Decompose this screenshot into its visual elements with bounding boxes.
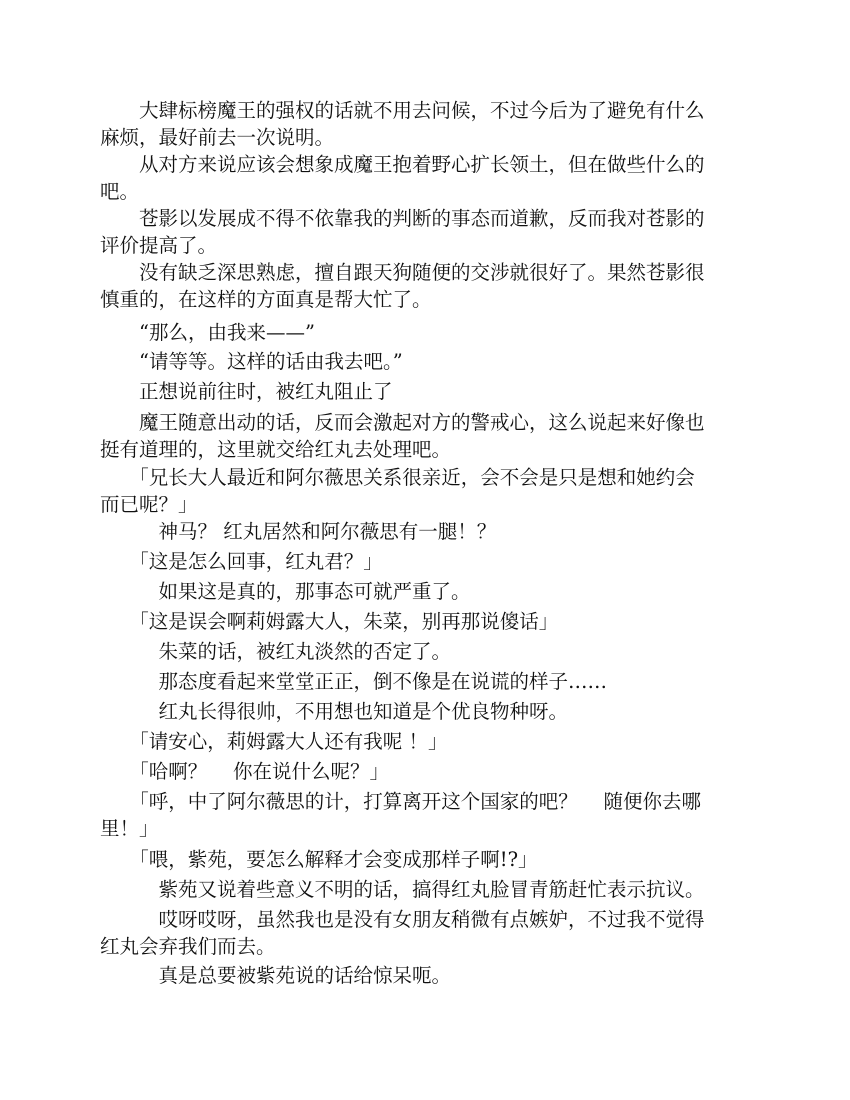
text-line: 没有缺乏深思熟虑，擅自跟天狗随便的交涉就很好了。果然苍影很 [100,261,705,284]
paragraph-18 [100,758,750,785]
text-line: 「哈啊？ 你在说什么呢？」 [100,760,389,783]
text-line: 正想说前往时，被红丸阻止了 [100,380,393,403]
text-line: 真是总要被紫苑说的话给惊呆呃。 [100,964,452,987]
text-line: 红丸会弃我们而去。 [100,935,276,958]
paragraph-21 [100,876,750,903]
text-line: 朱菜的话，被红丸淡然的否定了。 [100,640,452,663]
text-line: 大肆标榜魔王的强权的话就不用去问候，不过今后为了避免有什么 [100,99,705,122]
text-line: 「请安心，莉姆露大人还有我呢 ！」 [100,730,448,753]
text-line: 麻烦，最好前去一次说明。 [100,126,335,149]
text-line: 「呼，中了阿尔薇思的计，打算离开这个国家的吧？ 随便你去哪 [100,790,701,813]
text-line: 那态度看起来堂堂正正，倒不像是在说谎的样子…… [100,670,608,693]
text-line: “请等等。这样的话由我去吧。” [100,350,403,373]
text-line: 「这是误会啊莉姆露大人，朱菜，别再那说傻话」 [100,610,559,633]
paragraph-17 [100,728,750,755]
text-line: 而已呢？」 [100,493,198,516]
paragraph-3 [100,205,750,259]
text-line: 从对方来说应该会想象成魔王抱着野心扩长领土，但在做些什么的 [100,153,705,176]
paragraph-23 [100,962,750,989]
text-line: 评价提高了。 [100,234,218,257]
text-line: 神马？ 红丸居然和阿尔薇思有一腿！？ [100,520,497,543]
paragraph-12 [100,578,750,605]
text-line: 「喂，紫苑，要怎么解释才会变成那样子啊!?」 [100,848,538,871]
paragraph-1 [100,97,750,151]
paragraph-4 [100,259,750,313]
text-line: 红丸长得很帅，不用想也知道是个优良物种呀。 [100,700,569,723]
text-line: 哎呀哎呀，虽然我也是没有女朋友稍微有点嫉妒，不过我不觉得 [100,908,705,931]
text-line: 如果这是真的，那事态可就严重了。 [100,580,471,603]
paragraph-8 [100,409,750,463]
text-line: 魔王随意出动的话，反而会激起对方的警戒心，这么说起来好像也 [100,411,705,434]
text-line: 挺有道理的，这里就交给红丸去处理吧。 [100,438,452,461]
text-line: 吧。 [100,180,140,203]
text-line: 慎重的，在这样的方面真是帮大忙了。 [100,288,432,311]
paragraph-7 [100,378,750,405]
paragraph-16 [100,698,750,725]
paragraph-9 [100,464,750,518]
paragraph-2 [100,151,750,205]
paragraph-6 [100,348,750,375]
text-line: 里！」 [100,817,159,840]
paragraph-10 [100,518,750,545]
paragraph-11 [100,548,750,575]
paragraph-5 [100,319,750,346]
text-line: “那么，由我来——” [100,321,315,344]
text-line: 「这是怎么回事，红丸君？」 [100,550,383,573]
text-line: 「兄长大人最近和阿尔薇思关系很亲近，会不会是只是想和她约会 [100,466,695,489]
paragraph-20 [100,846,750,873]
paragraph-19 [100,788,750,842]
text-line: 苍影以发展成不得不依靠我的判断的事态而道歉，反而我对苍影的 [100,207,705,230]
paragraph-15 [100,668,750,695]
paragraph-22 [100,906,750,960]
paragraph-14 [100,638,750,665]
paragraph-13 [100,608,750,635]
text-line: 紫苑又说着些意义不明的话，搞得红丸脸冒青筋赶忙表示抗议。 [100,878,705,901]
